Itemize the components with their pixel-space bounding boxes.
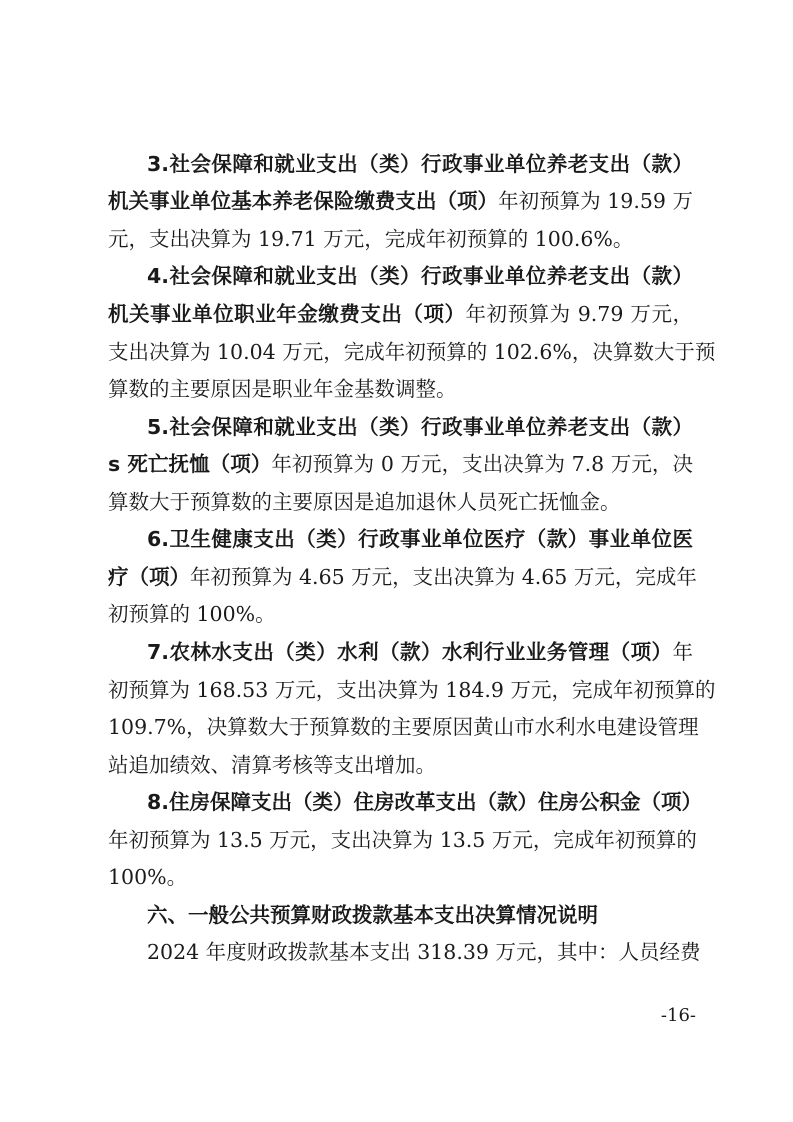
paragraph-line [108,187,693,215]
item-heading: 6.卫生健康支出（类）行政事业单位医疗（款）事业单位医 [147,527,693,551]
section-heading [147,901,693,929]
paragraph-line: 算数大于预算数的主要原因是追加退休人员死亡抚恤金。 [108,490,621,514]
paragraph-line [147,638,693,666]
item-heading: 疗（项） [108,565,190,589]
paragraph-line: 109.7%，决算数大于预算数的主要原因黄山市水利水电建设管理 [108,715,699,739]
paragraph-line [147,788,703,816]
item-heading: 4.社会保障和就业支出（类）行政事业单位养老支出（款） [147,264,693,288]
paragraph-line [147,413,693,441]
paragraph-line [108,300,693,328]
paragraph-line: 年初预算为 13.5 万元，支出决算为 13.5 万元，完成年初预算的 [108,828,697,852]
page-number: -16- [660,1005,696,1026]
item-heading: 8.住房保障支出（类）住房改革支出（款）住房公积金（项） [147,790,703,814]
body-text: 年初预算为 4.65 万元，支出决算为 4.65 万元，完成年 [190,565,697,589]
paragraph-line [147,150,693,178]
paragraph-line: 100%。 [108,865,188,889]
paragraph-line: 2024 年度财政拨款基本支出 318.39 万元，其中：人员经费 [147,940,701,964]
paragraph-line: 算数的主要原因是职业年金基数调整。 [108,377,457,401]
paragraph-line: 站追加绩效、清算考核等支出增加。 [108,753,436,777]
item-heading: 7.农林水支出（类）水利（款）水利行业业务管理（项） [147,640,673,664]
body-text: 年初预算为 19.59 万 [498,189,693,213]
item-heading: 机关事业单位职业年金缴费支出（项） [108,302,466,326]
paragraph-line: 初预算的 100%。 [108,602,276,626]
paragraph-line [147,262,693,290]
body-text: 年初预算为 0 万元，支出决算为 7.8 万元，决 [271,452,693,476]
paragraph-line [108,563,697,591]
paragraph-line: 支出决算为 10.04 万元，完成年初预算的 102.6%，决算数大于预 [108,340,716,364]
item-heading: 5.社会保障和就业支出（类）行政事业单位养老支出（款） [147,415,693,439]
item-heading: 3.社会保障和就业支出（类）行政事业单位养老支出（款） [147,152,693,176]
paragraph-line: 初预算为 168.53 万元，支出决算为 184.9 万元，完成年初预算的 [108,678,716,702]
body-text: 年 [672,640,693,664]
body-text: 年初预算为 9.79 万元， [465,302,693,326]
section-title: 六、一般公共预算财政拨款基本支出决算情况说明 [147,903,598,927]
paragraph-line [147,525,693,553]
item-heading: 机关事业单位基本养老保险缴费支出（项） [108,189,499,213]
paragraph-line: 元，支出决算为 19.71 万元，完成年初预算的 100.6%。 [108,227,634,251]
paragraph-line [108,450,693,478]
item-heading: s 死亡抚恤（项） [108,452,272,476]
